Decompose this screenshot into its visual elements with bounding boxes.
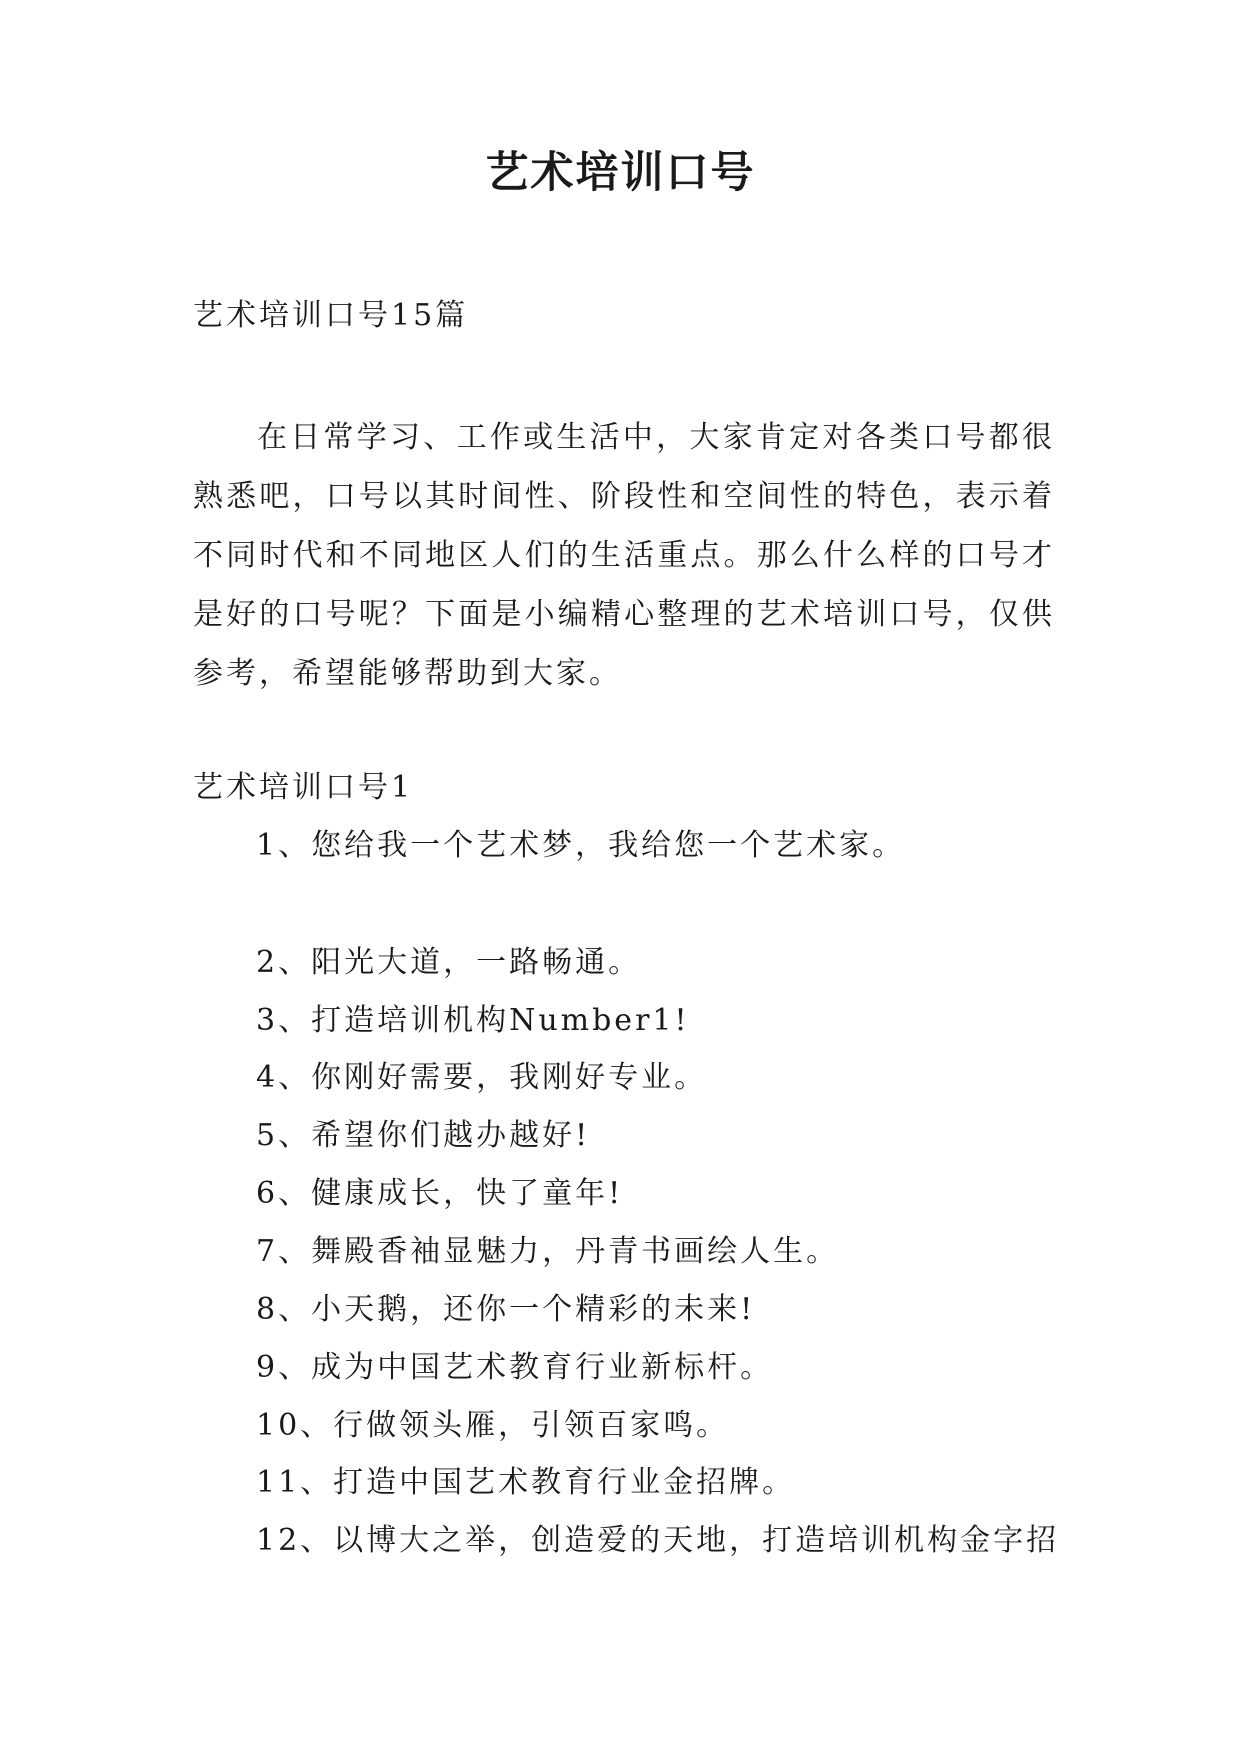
- slogan-item: 11、打造中国艺术教育行业金招牌。: [256, 1465, 796, 1500]
- slogan-item: 3、打造培训机构Number1!: [256, 1003, 690, 1038]
- slogan-item: 6、健康成长，快了童年!: [256, 1176, 624, 1211]
- document-subtitle: 艺术培训口号15篇: [193, 298, 469, 333]
- section-heading: 艺术培训口号1: [193, 770, 414, 805]
- slogan-item: 2、阳光大道，一路畅通。: [256, 945, 642, 980]
- slogan-item: 4、你刚好需要，我刚好专业。: [256, 1060, 708, 1095]
- slogan-item: 10、行做领头雁，引领百家鸣。: [256, 1408, 730, 1443]
- intro-paragraph: 在日常学习、工作或生活中，大家肯定对各类口号都很熟悉吧，口号以其时间性、阶段性和空间性的特色，表示着不同时代和不同地区人们的生活重点。那么什么样的口号才是好的口号呢？下面是小编精心整理的艺术培训口号，仅供参考，希望能够帮助到大家。: [193, 420, 1055, 691]
- slogan-item: 9、成为中国艺术教育行业新标杆。: [256, 1350, 774, 1385]
- slogan-item: 7、舞殿香袖显魅力，丹青书画绘人生。: [256, 1234, 840, 1269]
- slogan-item: 12、以博大之举，创造爱的天地，打造培训机构金字招: [256, 1523, 1060, 1558]
- slogan-item: 5、希望你们越办越好!: [256, 1118, 591, 1153]
- slogan-item: 8、小天鹅，还你一个精彩的未来!: [256, 1292, 756, 1327]
- document-title: 艺术培训口号: [485, 148, 756, 198]
- slogan-item: 1、您给我一个艺术梦，我给您一个艺术家。: [256, 828, 906, 863]
